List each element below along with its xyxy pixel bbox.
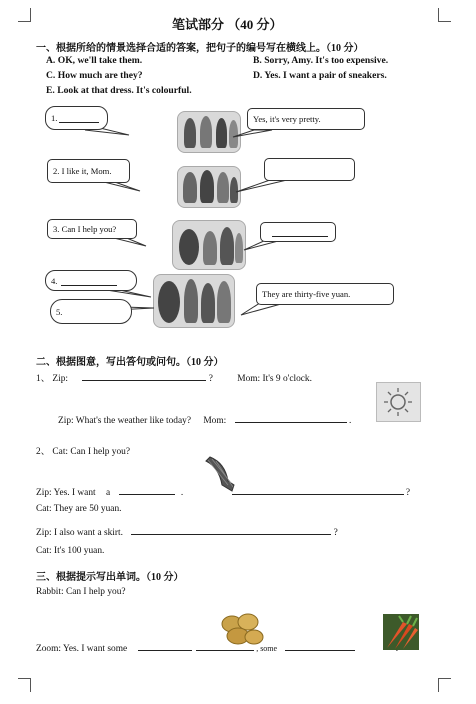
q1-period: .: [348, 416, 352, 426]
q2-cat-price: Cat: They are 50 yuan.: [36, 504, 122, 514]
q2-zip-line: [36, 485, 410, 498]
bubble-4: [45, 270, 137, 291]
option-b: B. Sorry, Amy. It's too expensive.: [253, 55, 389, 66]
bubble-1: [45, 106, 108, 130]
q1-zip-weather: Zip: What's the weather like today?: [58, 416, 191, 426]
rabbit-line: Rabbit: Can I help you?: [36, 587, 126, 597]
word-blank-1[interactable]: [138, 641, 192, 651]
bubble-3: [47, 219, 137, 239]
word-blank-1b[interactable]: [196, 641, 254, 651]
q2-question-mark: ?: [405, 488, 411, 498]
word-blank-2[interactable]: [285, 641, 355, 651]
bubble-5: [50, 299, 132, 324]
bubble-reply-3: [260, 222, 336, 242]
bubble-reply-4: [256, 283, 394, 305]
zoom-some: , some: [256, 644, 278, 653]
answer-blank-3[interactable]: [272, 227, 328, 237]
zoom-line: [36, 641, 398, 654]
bubble-reply-1: [247, 108, 365, 130]
q2-question-blank[interactable]: [232, 485, 404, 495]
bubble-5-label: 5.: [56, 306, 63, 317]
page-title: 笔试部分 （40 分）: [172, 17, 283, 32]
bubble-3-text: 3. Can I help you?: [53, 224, 117, 234]
option-c: C. How much are they?: [46, 70, 143, 81]
bubble-reply-1-text: Yes, it's very pretty.: [253, 114, 321, 124]
q2-zip-text: Zip: Yes. I want: [36, 488, 96, 498]
q2-skirt-question-mark: ?: [333, 528, 338, 538]
q1-mom-line: Mom: It's 9 o'clock.: [237, 374, 312, 384]
q1-mom-label: Mom:: [203, 416, 227, 426]
answer-blank-4[interactable]: [61, 276, 117, 286]
sun-icon: [376, 382, 421, 422]
q1-line2: [58, 413, 351, 426]
q1-zip-label: 1、 Zip:: [36, 374, 69, 384]
zoom-text: Zoom: Yes. I want some: [36, 644, 128, 654]
bubble-2: [47, 159, 130, 183]
bubble-1-label: 1.: [51, 113, 58, 123]
q2-skirt-line: [36, 525, 338, 538]
q1-line1: [36, 370, 312, 384]
q2-period: .: [180, 488, 184, 498]
q2-skirt-blank[interactable]: [131, 525, 331, 535]
q1-question-mark: ?: [208, 374, 213, 384]
section3-heading: 三、根据提示写出单词。（10 分）: [36, 572, 184, 583]
bubble-reply-4-text: They are thirty-five yuan.: [262, 289, 351, 299]
q2-cat-price2: Cat: It's 100 yuan.: [36, 546, 105, 556]
option-d: D. Yes. I want a pair of sneakers.: [253, 70, 387, 81]
section2-heading: 二、根据图意，写出答句或问句。（10 分）: [36, 357, 224, 368]
option-a: A. OK, we'll take them.: [46, 55, 143, 66]
q1-weather-blank[interactable]: [235, 413, 347, 423]
q1-answer-blank[interactable]: [82, 371, 206, 381]
q2-cat-line: 2、 Cat: Can I help you?: [36, 447, 130, 457]
q2-skirt-text: Zip: I also want a skirt.: [36, 528, 123, 538]
bubble-reply-2[interactable]: [264, 158, 355, 181]
bubble-4-label: 4.: [51, 275, 58, 286]
section1-heading: 一、根据所给的情景选择合适的答案，把句子的编号写在横线上。（10 分）: [36, 43, 364, 54]
option-e: E. Look at that dress. It's colourful.: [46, 85, 192, 96]
q2-item-blank[interactable]: [119, 485, 175, 495]
zoom-end: .: [395, 644, 399, 654]
bubble-2-text: 2. I like it, Mom.: [53, 166, 112, 176]
answer-blank-1[interactable]: [59, 113, 99, 123]
q2-article: a: [105, 488, 111, 498]
